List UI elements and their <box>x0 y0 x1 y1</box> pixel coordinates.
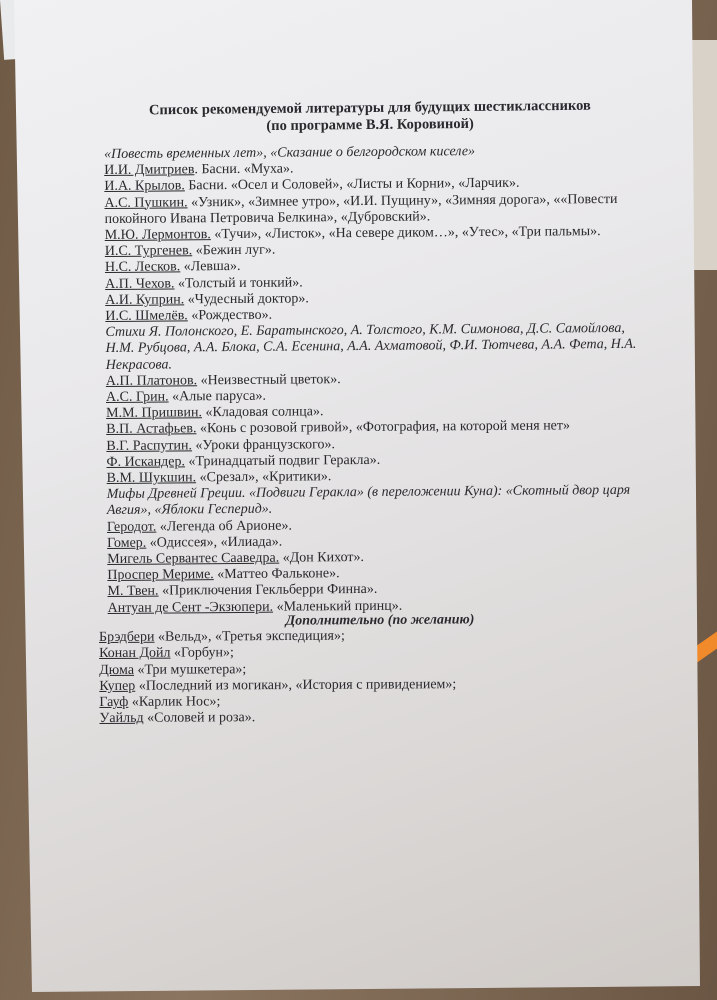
author-name: Н.С. Лесков. <box>104 259 181 276</box>
work-titles: «Три мушкетера»; <box>133 661 247 678</box>
work-titles: «Карлик Нос»; <box>128 694 221 711</box>
work-titles: «Алые паруса». <box>168 388 267 405</box>
reading-list <box>104 143 668 617</box>
author-name: Гауф <box>99 695 129 711</box>
work-titles: «Узник», «Зимнее утро», «И.И. Пущину», «Зимняя дорога», ««Повести <box>187 191 618 210</box>
author-name: М.Ю. Лермонтов. <box>104 227 211 244</box>
work-titles: «Легенда об Арионе». <box>156 518 293 535</box>
author-name: Гомер. <box>107 535 147 551</box>
author-name: И.С. Шмелёв. <box>105 308 188 325</box>
title-line-1: Список рекомендуемой литературы для будущих шестиклассников <box>148 97 591 119</box>
work-titles: «Уроки французского». <box>191 436 336 453</box>
list-item <box>99 677 456 695</box>
work-titles: «Соловей и роза». <box>143 710 256 727</box>
author-name: М. Твен. <box>107 584 159 600</box>
work-titles: «Последний из могикан», «История с привидением»; <box>135 677 457 694</box>
work-titles: Мифы Древней Греции. «Подвиги Геракла» (в переложении Куна): «Скотный двор царя <box>106 483 631 503</box>
author-name: М.М. Пришвин. <box>106 405 203 422</box>
author-name: Мигель Сервантес Сааведра. <box>107 550 280 568</box>
work-titles: покойного Ивана Петровича Белкина», «Дубровский». <box>104 209 431 227</box>
author-name: А.П. Платонов. <box>105 373 198 389</box>
work-titles: «Конь с розовой гривой», «Фотография, на которой меня нет» <box>196 418 571 437</box>
author-name: Ф. Искандер. <box>106 454 186 470</box>
author-name: Купер <box>99 678 136 694</box>
author-name: Проспер Мериме. <box>107 567 214 584</box>
list-item <box>99 644 456 662</box>
list-item <box>99 628 456 646</box>
author-name: В.П. Астафьев. <box>106 421 197 438</box>
document-title <box>120 97 620 136</box>
work-titles: «Приключения Гекльберри Финна». <box>158 582 378 600</box>
work-titles: «Маттео Фальконе». <box>213 566 340 583</box>
extra-heading: Дополнительно (по желанию) <box>285 612 475 629</box>
work-titles: . Басни. «Муха». <box>194 161 294 178</box>
work-titles: «Рождество». <box>187 307 273 324</box>
author-name: В.М. Шукшин. <box>106 470 197 487</box>
author-name: А.С. Пушкин. <box>104 194 188 211</box>
work-titles: Стихи Я. Полонского, Е. Баратынского, А. Толстого, К.М. Симонова, Д.С. Самойлова, <box>105 321 625 341</box>
list-item <box>99 693 456 711</box>
work-titles: «Кладовая солнца». <box>201 404 324 421</box>
author-name: Конан Дойл <box>99 645 171 662</box>
work-titles: «Вельд», «Третья экспедиция»; <box>154 628 345 645</box>
work-titles: «Чудесный доктор». <box>184 291 309 308</box>
author-name: Уайльд <box>99 711 144 727</box>
work-titles: «Бежин луг». <box>192 242 276 259</box>
work-titles: «Дон Кихот». <box>279 550 365 566</box>
author-name: И.А. Крылов. <box>104 178 185 195</box>
work-titles: Некрасова. <box>105 357 173 373</box>
work-titles: Басни. «Осел и Соловей», «Листы и Корни», «Ларчик». <box>184 176 520 194</box>
list-item <box>99 710 456 728</box>
work-titles: «Левша». <box>180 259 241 275</box>
work-titles: Авгия», «Яблоки Гесперид». <box>106 502 273 519</box>
author-name: И.И. Дмитриев <box>104 162 195 179</box>
extra-reading-list <box>99 628 456 728</box>
author-name: А.С. Грин. <box>105 389 169 406</box>
author-name: А.П. Чехов. <box>105 276 175 292</box>
work-titles: «Тучи», «Листок», «На севере диком…», «Утес», «Три пальмы». <box>210 224 601 243</box>
work-titles: «Срезал», «Критики». <box>196 469 332 486</box>
title-line-2: (по программе В.Я. Коровиной) <box>266 115 474 135</box>
author-name: Дюма <box>99 662 135 678</box>
author-name: В.Г. Распутин. <box>106 437 193 454</box>
work-titles: «Одиссея», «Илиада». <box>146 534 283 551</box>
work-titles: «Тринадцатый подвиг Геракла». <box>184 452 381 470</box>
author-name: Геродот. <box>106 519 157 535</box>
work-titles: Н.М. Рубцова, А.А. Блока, С.А. Есенина, А.А. Ахматовой, Ф.И. Тютчева, А.А. Фета, Н.А. <box>105 337 637 357</box>
author-name: Антуан де Сент -Экзюпери. <box>107 599 274 616</box>
list-item <box>99 661 456 679</box>
work-titles: «Повесть временных лет», «Сказание о белгородском киселе» <box>104 144 476 162</box>
author-name: И.С. Тургенев. <box>104 243 193 260</box>
author-name: Брэдбери <box>99 629 155 645</box>
work-titles: «Толстый и тонкий». <box>174 275 303 292</box>
work-titles: «Неизвестный цветок». <box>196 371 341 389</box>
work-titles: «Горбун»; <box>170 645 234 661</box>
work-titles: «Маленький принц». <box>272 598 403 615</box>
author-name: А.И. Куприн. <box>105 292 185 308</box>
